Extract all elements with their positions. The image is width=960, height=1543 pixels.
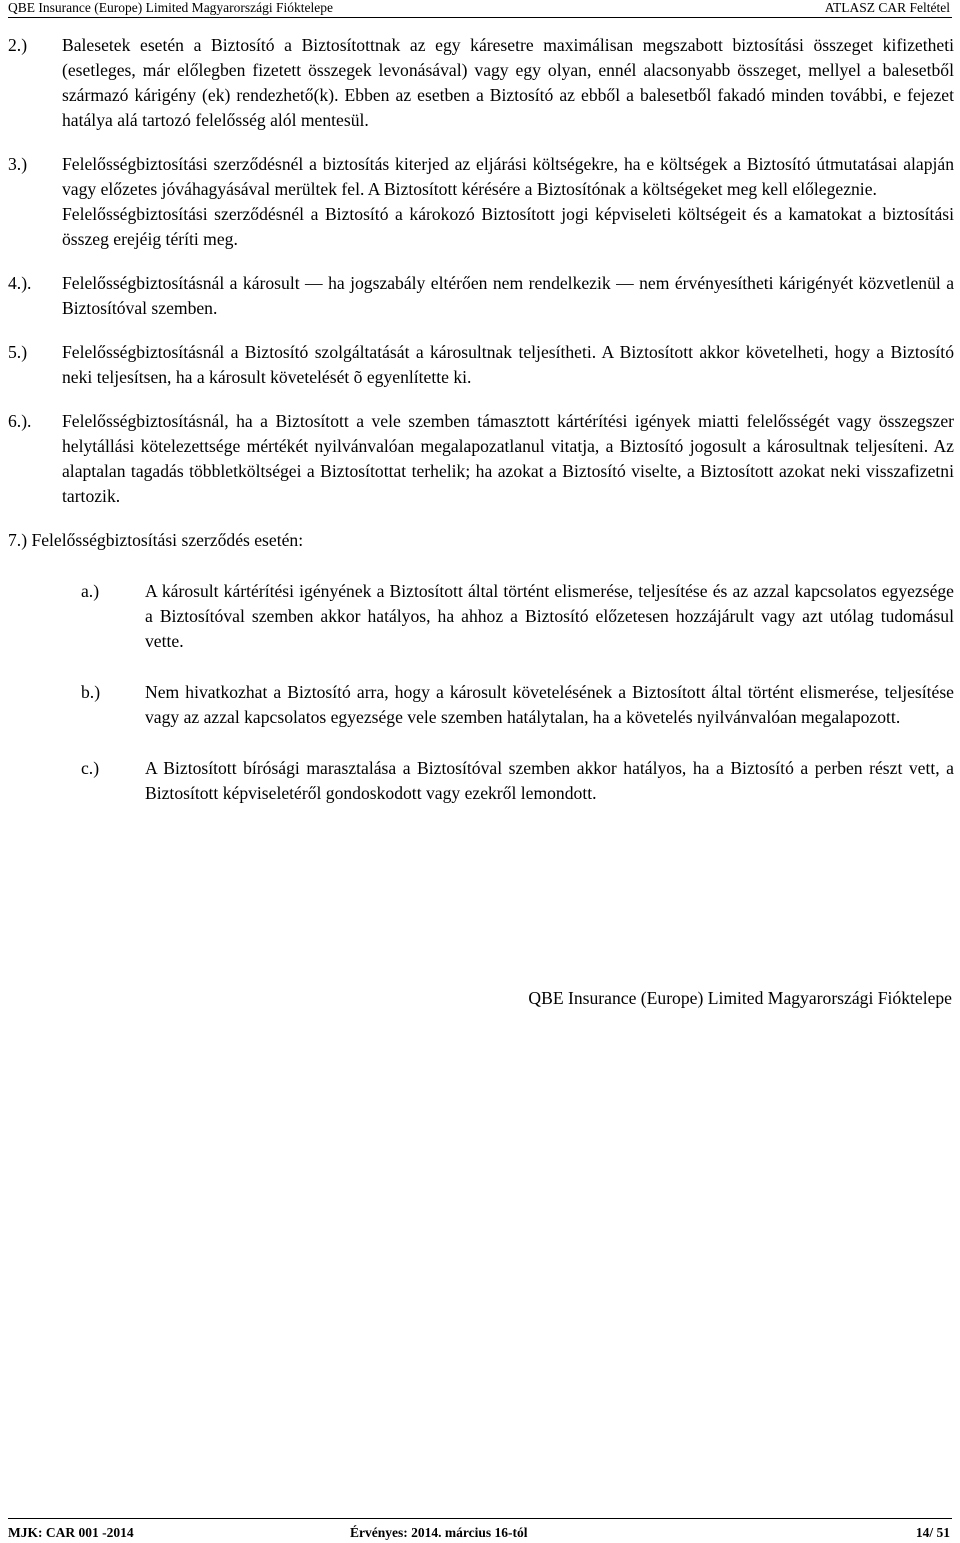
clause-paragraph: Felelősségbiztosítási szerződésnél a biztosítás kiterjed az eljárási költségekre, ha e költségek a Biztosító útmutatásai alapján vagy előzetes jóváhagyásával merültek fel. A Biztosított kérésére a Biztosítónak a költségeket meg kell előlegeznie.: [62, 154, 954, 199]
clause-paragraph: Felelősségbiztosításnál a Biztosító szolgáltatását a károsultnak teljesítheti. A Biztosított akkor követelheti, hogy a Biztosító neki teljesítsen, ha a károsult követelését õ egyenlítette ki.: [62, 342, 954, 387]
signature-company-name: QBE Insurance (Europe) Limited Magyarországi Fióktelepe: [528, 988, 952, 1008]
clause-number: 3.): [8, 154, 28, 174]
subclause-a: [8, 579, 954, 654]
subclause-number: c.): [81, 758, 100, 778]
subclause-number: a.): [81, 581, 100, 601]
document-body: [8, 33, 954, 832]
clause-7-title: 7.) Felelősségbiztosítási szerződés esetén:: [8, 530, 304, 550]
clause-4: [8, 271, 954, 321]
clause-3: [8, 152, 954, 252]
clause-number: 5.): [8, 342, 28, 362]
clause-paragraph: Felelősségbiztosításnál, ha a Biztosított a vele szemben támasztott kártérítési igények miatti felelősségét vagy összegszer helytállási kötelezettsége mértékét nyilvánvalóan megalapozatlanul vitatja, a Biztosító jogosult a károsultnak teljesíteni. Az alaptalan tagadás többletköltségei a Biztosítottat terhelik; ha azokat a Biztosító viselte, a Biztosított azokat neki visszafizetni tartozik.: [62, 411, 954, 506]
clause-paragraph: Felelősségbiztosításnál a károsult — ha jogszabály eltérően nem rendelkezik — nem érvényesítheti kárigényét közvetlenül a Biztosítóval szemben.: [62, 273, 954, 318]
subclause-number: b.): [81, 682, 101, 702]
subclause-c: [8, 756, 954, 806]
subclause-text: A károsult kártérítési igényének a Biztosított által történt elismerése, teljesítése és az azzal kapcsolatos egyezsége a Biztosítóval szemben akkor hatályos, ha ahhoz a Biztosító előzetesen hozzájárult vagy azt utólag tudomásul vette.: [145, 581, 954, 651]
subclause-text: Nem hivatkozhat a Biztosító arra, hogy a károsult követelésének a Biztosított által történt elismerése, teljesítése vagy az azzal kapcsolatos egyezsége vele szemben hatálytalan, ha a követelés nyilvánvalóan megalapozott.: [145, 682, 954, 727]
footer-document-code: MJK: CAR 001 -2014: [8, 1525, 134, 1540]
subclause-b: [8, 680, 954, 730]
clause-paragraph: Felelősségbiztosítási szerződésnél a Biztosító a károkozó Biztosított jogi képviseleti költségeit és a kamatokat a biztosítási összeg erejéig téríti meg.: [62, 204, 954, 249]
page-footer: [8, 1518, 952, 1541]
footer-validity-date: Érvényes: 2014. március 16-tól: [350, 1525, 528, 1540]
header-document-title: ATLASZ CAR Feltétel: [824, 0, 950, 15]
clause-number: 2.): [8, 35, 28, 55]
clause-2: [8, 33, 954, 133]
clause-number: 4.).: [8, 273, 32, 293]
subclause-text: A Biztosított bírósági marasztalása a Biztosítóval szemben akkor hatályos, ha a Biztosító a perben részt vett, a Biztosított képviseletéről gondoskodott vagy ezekről lemondott.: [145, 758, 954, 803]
header-company-name: QBE Insurance (Europe) Limited Magyarországi Fióktelepe: [8, 0, 334, 15]
clause-paragraph: Balesetek esetén a Biztosító a Biztosítottnak az egy káresetre maximálisan megszabott biztosítási összeget kifizetheti (esetleges, már előlegben fizetett összegek levonásával) vagy egy olyan, ennél alacsonyabb összeget, mellyel a balesetből származó kárigény (ek) rendezhető(k). Ebben az esetben a Biztosító az ebből a balesetből fakadó minden további, e fejezet hatálya alá tartozó felelősség alól mentesül.: [62, 35, 954, 130]
clause-number: 6.).: [8, 411, 32, 431]
clause-5: [8, 340, 954, 390]
clause-6: [8, 409, 954, 509]
footer-page-number: 14/ 51: [915, 1525, 950, 1540]
page-header: [8, 0, 952, 18]
